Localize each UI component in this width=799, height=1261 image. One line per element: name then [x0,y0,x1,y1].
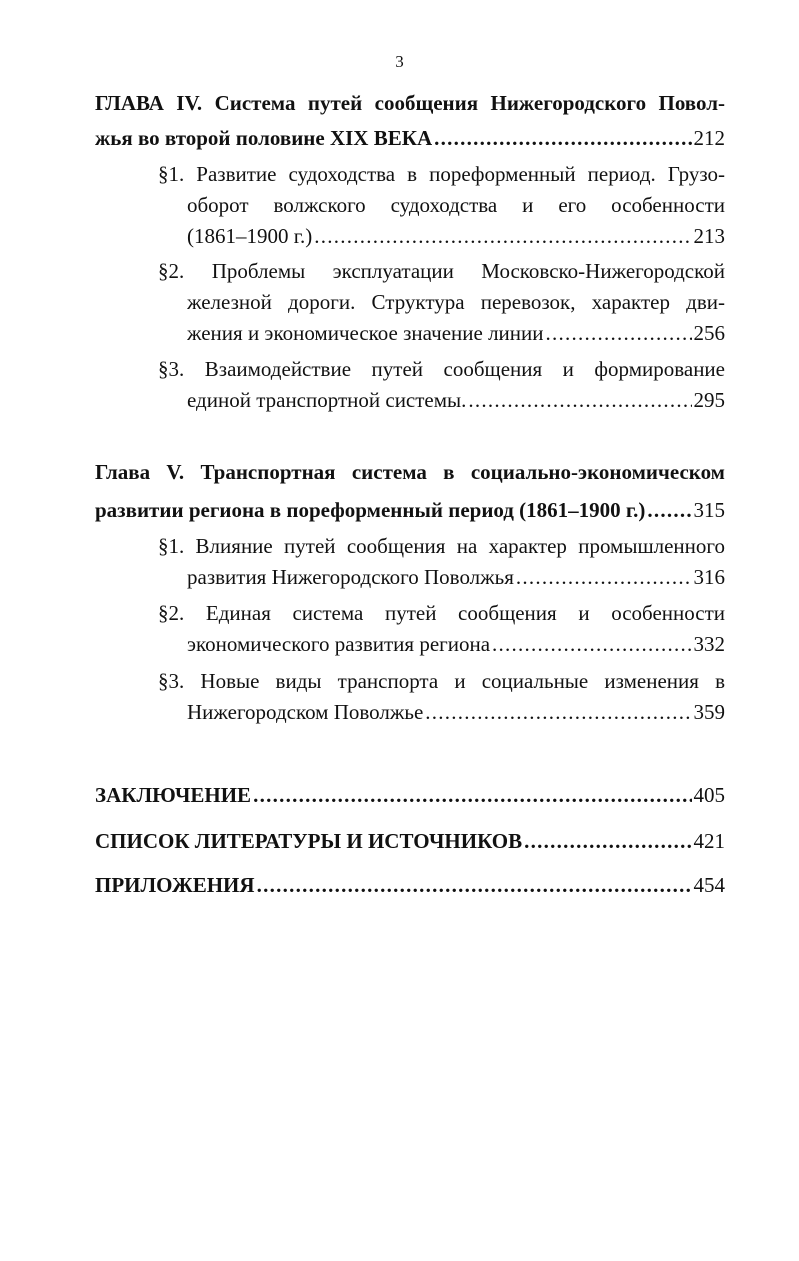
chapter-5-title-line-1: Глава V. Транспортная система в социально-экономическом [95,460,725,484]
dot-leader [647,493,691,527]
dot-leader [524,824,691,858]
ch5-section-1-page: 316 [693,565,725,589]
ch5-section-2-line-2: экономического развития региона [187,632,491,656]
ch5-section-2-line-1: §2. Единая система путей сообщения и особенности [158,601,725,625]
dot-leader [546,316,692,350]
conclusion-page: 405 [693,783,725,807]
ch4-section-1-entry[interactable] [187,219,725,253]
ch4-section-3-page: 295 [693,388,725,412]
appendices-page: 454 [693,873,725,897]
ch4-section-1-line-3: (1861–1900 г.) [187,224,313,248]
chapter-4-title-line-1: ГЛАВА IV. Система путей сообщения Нижегородского Повол- [95,91,725,115]
dot-leader [314,219,691,253]
ch4-section-3-line-1: §3. Взаимодействие путей сообщения и формирование [158,357,725,381]
chapter-4-entry[interactable] [95,121,725,155]
chapter-4-page: 212 [693,126,725,150]
chapter-5-title-line-2: развитии региона в пореформенный период (1861–1900 г.) [95,498,646,522]
dot-leader [468,383,691,417]
ch5-section-2-page: 332 [693,632,725,656]
ch4-section-3-entry[interactable] [187,383,725,417]
dot-leader [516,560,692,594]
chapter-5-page: 315 [693,498,725,522]
appendices-title: ПРИЛОЖЕНИЯ [95,873,255,897]
ch4-section-1-line-1: §1. Развитие судоходства в пореформенный период. Грузо- [158,162,725,186]
ch4-section-2-line-3: жения и экономическое значение линии [187,321,544,345]
dot-leader [257,868,692,902]
bibliography-title: СПИСОК ЛИТЕРАТУРЫ И ИСТОЧНИКОВ [95,829,523,853]
appendices-entry[interactable] [95,868,725,902]
dot-leader [425,695,691,729]
dot-leader [492,627,691,661]
ch5-section-1-line-2: развития Нижегородского Поволжья [187,565,514,589]
ch5-section-3-line-1: §3. Новые виды транспорта и социальные изменения в [158,669,725,693]
ch5-section-3-line-2: Нижегородском Поволжье [187,700,424,724]
bibliography-entry[interactable] [95,824,725,858]
ch4-section-2-line-2: железной дороги. Структура перевозок, характер дви- [187,290,725,314]
ch5-section-3-page: 359 [693,700,725,724]
conclusion-entry[interactable] [95,778,725,812]
ch4-section-2-line-1: §2. Проблемы эксплуатации Московско-Нижегородской [158,259,725,283]
ch4-section-3-line-2: единой транспортной системы. [187,388,467,412]
ch4-section-1-page: 213 [693,224,725,248]
ch4-section-2-page: 256 [693,321,725,345]
chapter-4-title-line-2: жья во второй половине XIX ВЕКА [95,126,433,150]
conclusion-title: ЗАКЛЮЧЕНИЕ [95,783,252,807]
ch5-section-2-entry[interactable] [187,627,725,661]
bibliography-page: 421 [693,829,725,853]
chapter-5-entry[interactable] [95,493,725,527]
ch5-section-1-line-1: §1. Влияние путей сообщения на характер промышленного [158,534,725,558]
ch5-section-3-entry[interactable] [187,695,725,729]
page-number: 3 [395,52,404,71]
dot-leader [434,121,691,155]
ch5-section-1-entry[interactable] [187,560,725,594]
ch4-section-1-line-2: оборот волжского судоходства и его особенности [187,193,725,217]
dot-leader [253,778,691,812]
ch4-section-2-entry[interactable] [187,316,725,350]
